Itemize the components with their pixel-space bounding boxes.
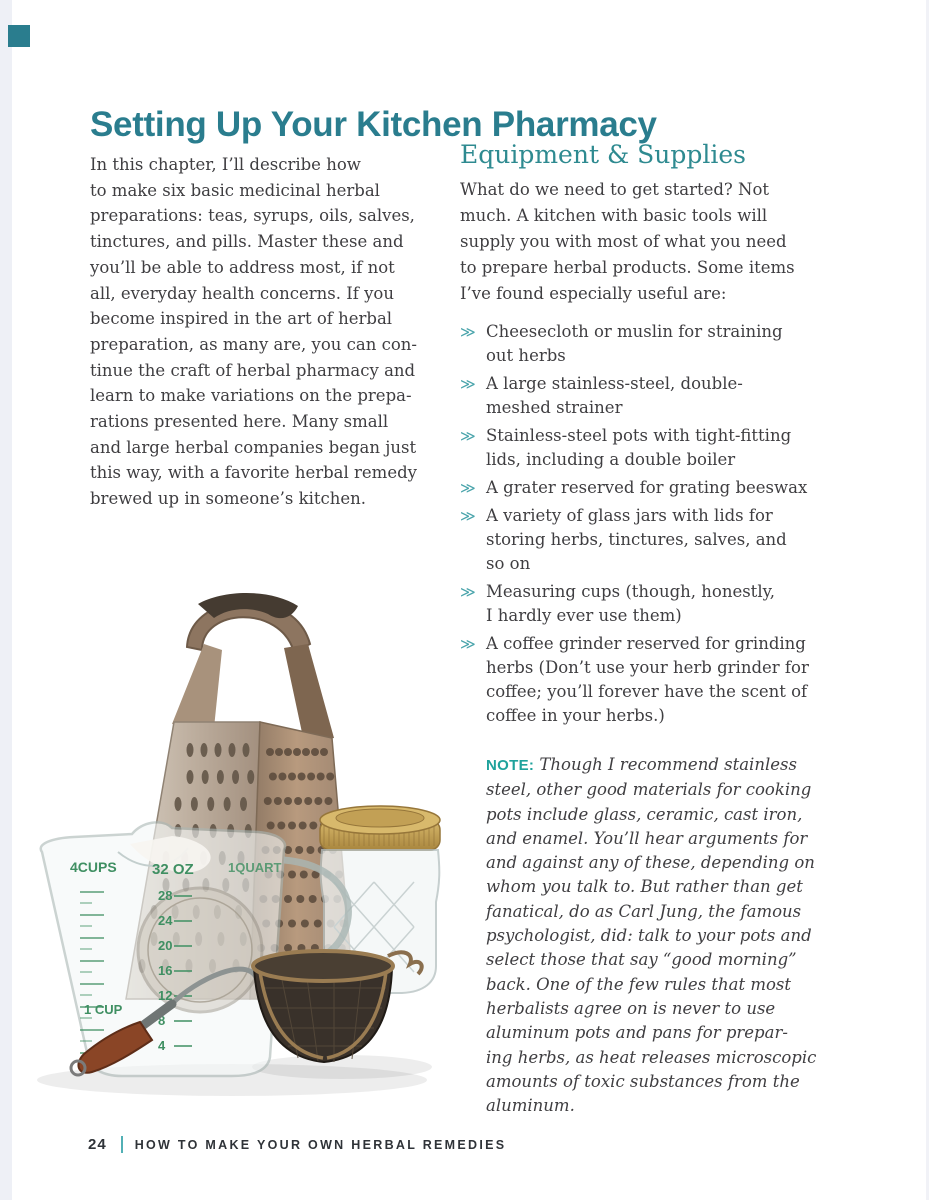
- text-line: tinctures, and pills. Master these and: [90, 232, 404, 252]
- text-line: A variety of glass jars with lids for: [486, 506, 773, 525]
- text-line: rations presented here. Many small: [90, 412, 389, 432]
- text-line: much. A kitchen with basic tools will: [460, 206, 768, 225]
- text-line: lids, including a double boiler: [486, 450, 736, 469]
- text-line: this way, with a favorite herbal remedy: [90, 463, 417, 483]
- page-number: 24: [88, 1136, 107, 1153]
- equipment-photo-illustration: [22, 552, 467, 1112]
- text-line: amounts of toxic substances from the: [486, 1071, 800, 1091]
- page-footer: [88, 1136, 506, 1153]
- text-line: coffee; you’ll forever have the scent of: [486, 682, 808, 701]
- text-line: you’ll be able to address most, if not: [90, 257, 395, 277]
- bullet-text: [486, 320, 783, 368]
- text-line: In this chapter, I’ll describe how: [90, 155, 361, 174]
- svg-text:16: 16: [158, 963, 173, 978]
- equipment-photo: [22, 552, 467, 1112]
- text-line: select those that say “good morning”: [486, 950, 797, 970]
- text-line: to prepare herbal products. Some items: [460, 258, 795, 277]
- left-edge-strip: [0, 0, 12, 1200]
- text-line: aluminum pots and pans for prepar-: [486, 1023, 788, 1043]
- footer-divider: [121, 1136, 123, 1153]
- double-chevron-bullet-icon: ≫: [460, 375, 476, 393]
- text-line: all, everyday health concerns. If you: [90, 283, 394, 303]
- text-line: Cheesecloth or muslin for straining: [486, 322, 783, 341]
- text-line: learn to make variations on the prepa-: [90, 386, 412, 406]
- svg-text:4CUPS: 4CUPS: [70, 859, 117, 875]
- text-line: ing herbs, as heat releases microscopic: [486, 1047, 817, 1067]
- note-paragraph: [460, 753, 852, 1118]
- text-line: Measuring cups (though, honestly,: [486, 582, 775, 601]
- text-line: What do we need to get started? Not: [460, 180, 770, 199]
- svg-text:1QUART: 1QUART: [228, 860, 282, 875]
- equipment-bullet-list: [460, 320, 852, 728]
- double-chevron-bullet-icon: ≫: [460, 427, 476, 445]
- double-chevron-bullet-icon: ≫: [460, 323, 476, 341]
- text-line: preparation, as many are, you can con-: [90, 334, 417, 354]
- text-line: fanatical, do as Carl Jung, the famous: [486, 901, 802, 921]
- text-line: coffee in your herbs.): [486, 706, 665, 725]
- bullet-item: [460, 632, 852, 728]
- svg-text:24: 24: [158, 913, 173, 928]
- double-chevron-bullet-icon: ≫: [460, 479, 476, 497]
- equipment-section: [460, 140, 852, 1118]
- svg-text:28: 28: [158, 888, 173, 903]
- text-line: I’ve found especially useful are:: [460, 284, 727, 303]
- svg-text:32 OZ: 32 OZ: [152, 861, 194, 878]
- bullet-text: [486, 504, 787, 576]
- svg-text:20: 20: [158, 938, 173, 953]
- equipment-intro-paragraph: [460, 177, 852, 307]
- bullet-text: [486, 424, 791, 472]
- text-line: Stainless-steel pots with tight-fitting: [486, 426, 792, 445]
- text-line: supply you with most of what you need: [460, 232, 787, 251]
- text-line: psychologist, did: talk to your pots and: [486, 926, 812, 946]
- text-line: A coffee grinder reserved for grinding: [486, 634, 806, 653]
- bullet-item: [460, 504, 852, 576]
- double-chevron-bullet-icon: ≫: [460, 507, 476, 525]
- bullet-text: [486, 476, 807, 500]
- chapter-intro-paragraph: [90, 152, 462, 512]
- svg-text:4: 4: [158, 1038, 166, 1053]
- text-line: aluminum.: [486, 1096, 575, 1116]
- text-line: preparations: teas, syrups, oils, salves,: [90, 206, 415, 226]
- bullet-text: [486, 632, 809, 728]
- text-line: I hardly ever use them): [486, 606, 682, 625]
- page-title: Setting Up Your Kitchen Pharmacy: [90, 105, 657, 145]
- bullet-item: [460, 320, 852, 368]
- bullet-item: [460, 580, 852, 628]
- svg-text:8: 8: [158, 1013, 166, 1028]
- svg-text:1 CUP: 1 CUP: [84, 1002, 123, 1017]
- book-title: HOW TO MAKE YOUR OWN HERBAL REMEDIES: [134, 1137, 507, 1152]
- text-line: NOTE: Though I recommend stainless: [486, 755, 797, 774]
- text-line: and against any of these, depending on: [486, 853, 815, 873]
- text-line: herbs (Don’t use your herb grinder for: [486, 658, 809, 677]
- text-line: whom you talk to. But rather than get: [486, 877, 803, 897]
- text-line: to make six basic medicinal herbal: [90, 180, 380, 200]
- text-line: herbalists agree on is never to use: [486, 998, 776, 1018]
- double-chevron-bullet-icon: ≫: [460, 583, 476, 601]
- text-line: so on: [486, 554, 531, 573]
- text-line: and large herbal companies began just: [90, 437, 417, 457]
- bullet-text: [486, 372, 743, 420]
- bullet-item: [460, 424, 852, 472]
- corner-teal-mark: [8, 25, 30, 47]
- text-line: A large stainless-steel, double-: [486, 374, 743, 393]
- text-line: steel, other good materials for cooking: [486, 780, 812, 800]
- text-line: storing herbs, tinctures, salves, and: [486, 530, 787, 549]
- text-line: tinue the craft of herbal pharmacy and: [90, 360, 416, 380]
- text-line: and enamel. You’ll hear arguments for: [486, 828, 808, 848]
- double-chevron-bullet-icon: ≫: [460, 635, 476, 653]
- text-line: meshed strainer: [486, 398, 623, 417]
- section-heading: Equipment & Supplies: [460, 140, 746, 169]
- note-label: NOTE:: [486, 757, 535, 774]
- text-line: become inspired in the art of herbal: [90, 309, 393, 329]
- text-line: back. One of the few rules that most: [486, 974, 792, 994]
- bullet-item: [460, 372, 852, 420]
- bullet-item: [460, 476, 852, 500]
- text-line: A grater reserved for grating beeswax: [486, 478, 808, 497]
- svg-text:12: 12: [158, 988, 173, 1003]
- text-line: pots include glass, ceramic, cast iron,: [486, 804, 803, 824]
- text-line: out herbs: [486, 346, 566, 365]
- text-line: brewed up in someone’s kitchen.: [90, 489, 366, 509]
- bullet-text: [486, 580, 775, 628]
